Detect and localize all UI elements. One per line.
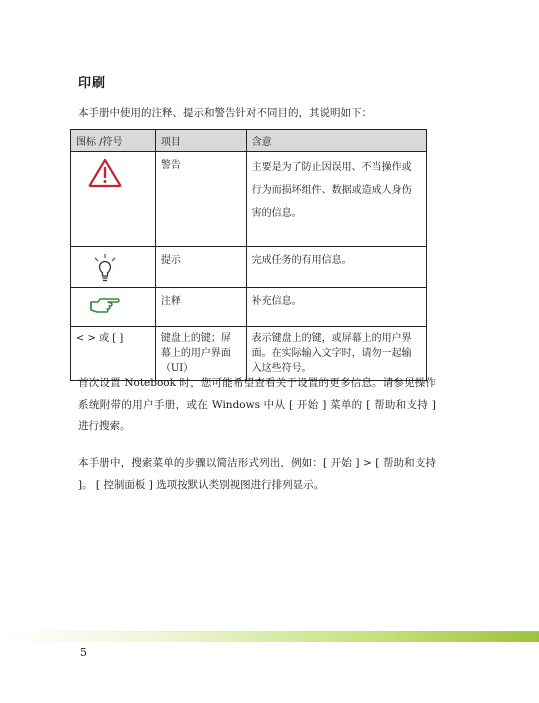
item-cell: 键盘上的键；屏幕上的用户界面 （UI） <box>155 327 246 381</box>
header-icon-symbol: 图标 /符号 <box>71 130 156 152</box>
icon-cell <box>71 288 156 327</box>
meaning-cell: 补充信息。 <box>246 288 426 327</box>
header-item: 项目 <box>155 130 246 152</box>
meaning-cell: 表示键盘上的键，或屏幕上的用户界面。在实际输入文字时，请勿一起输入这些符号。 <box>246 327 426 381</box>
lightbulb-icon <box>88 253 122 283</box>
icon-cell <box>71 152 156 247</box>
item-cell: 警告 <box>155 152 246 247</box>
table-row <box>71 247 427 288</box>
meaning-cell: 主要是为了防止因误用、不当操作或行为而损坏组件、数据或造成人身伤害的信息。 <box>246 152 426 247</box>
pointing-hand-icon <box>88 294 122 318</box>
icon-cell <box>71 247 156 288</box>
table-header-row <box>71 130 427 152</box>
body-paragraph: 本手册中，搜索菜单的步骤以简洁形式列出，例如：[ 开始 ] > [ 帮助和支持 ]。 [ 控制面板 ] 选项按默认类别视图进行排列显示。 <box>78 457 436 491</box>
warning-triangle-icon <box>88 158 122 188</box>
symbol-cell: < > 或 [ ] <box>71 327 156 381</box>
page-number: 5 <box>80 646 87 659</box>
notation-table <box>70 129 427 381</box>
intro-text: 本手册中使用的注释、提示和警告针对不同目的，其说明如下： <box>78 107 372 119</box>
header-meaning: 含意 <box>246 130 426 152</box>
footer-accent-bar <box>0 632 539 642</box>
meaning-cell: 完成任务的有用信息。 <box>246 247 426 288</box>
table-row <box>71 152 427 247</box>
section-title: 印刷 <box>78 76 107 91</box>
item-cell: 注释 <box>155 288 246 327</box>
table-row <box>71 288 427 327</box>
item-cell: 提示 <box>155 247 246 288</box>
body-paragraph: 首次设置 Notebook 时，您可能希望查看关于设置的更多信息。请参见操作系统附带的用户手册，或在 Windows 中从 [ 开始 ] 菜单的 [ 帮助和支持 ] 进行搜索。 <box>78 377 436 432</box>
